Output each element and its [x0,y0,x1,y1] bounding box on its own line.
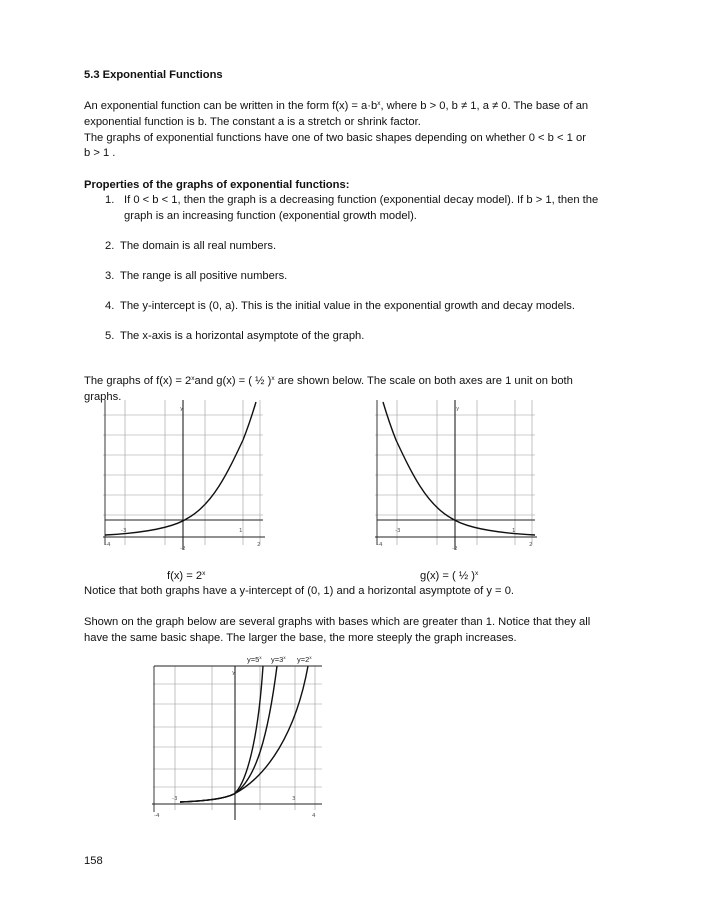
graph-g-tick-neg4: -4 [377,542,383,548]
property-5-text: The x-axis is a horizontal asymptote of the graph. [120,330,365,342]
graph-f-growth [103,400,265,555]
intro-line-2: exponential function is b. The constant a is a stretch or shrink factor. [84,116,421,128]
graph-f-tick-neg3: -3 [121,528,127,534]
graph-g-tick-1: 1 [512,528,516,534]
graph-f-tick-y: y [180,406,184,412]
graph-f-border [105,400,263,545]
graph-f-tick-neg4: -4 [105,542,111,548]
graph-f-tick-neg2: -2 [180,546,186,552]
graph-g-tick-2: 2 [529,542,533,548]
graph-bases-tick-neg3: -3 [172,796,178,802]
intro-line-1: An exponential function can be written in the form $f(x) = a\cdot b^x$, where b > 0, b ≠ 1, a ≠ 0. The base of an [84,100,589,112]
graph-bases-tick-y: y [232,670,236,676]
intro-line-4: b > 1 . [84,147,116,159]
curve-base-3 [180,666,277,802]
caption-f: $f(x) = 2^x$ [167,570,206,582]
caption-g: g(x) = ( ½ )$^x$ [420,570,479,582]
property-4-number: 4. [105,300,115,312]
notice-text: Notice that both graphs have a y-intercept of (0, 1) and a horizontal asymptote of y = 0. [84,585,515,597]
property-3-number: 3. [105,270,115,282]
properties-title: Properties of the graphs of exponential functions: [84,179,350,191]
graph-f-tick-2: 2 [257,542,261,548]
graph-g-decay [375,400,537,555]
curve-base-5 [180,666,263,802]
bases-text-line-2: have the same basic shape. The larger the base, the more steeply the graph increases. [84,632,517,644]
property-2-text: The domain is all real numbers. [120,240,277,252]
graph-bases-tick-neg4: -4 [154,813,160,819]
property-2-number: 2. [105,240,115,252]
bases-text-line-1: Shown on the graph below are several graphs with bases which are greater than 1. Notice that they all [84,616,591,628]
property-5-number: 5. [105,330,115,342]
intro-line-3: The graphs of exponential functions have one of two basic shapes depending on whether 0 < b < 1 or [84,132,586,144]
graph-bases-tick-3: 3 [292,796,296,802]
label-base-3: $y=3^x$ [271,655,286,664]
label-base-5: $y=5^x$ [247,655,262,664]
graphs-intro-line-1: The graphs of $f(x) = 2^xand$ g(x) = ( ½ )$^x$ are shown below. The scale on both axes are 1 unit on both [84,375,573,387]
property-1-number: 1. [105,194,115,206]
graph-bases-gridlines [153,666,322,810]
curve-base-2 [180,666,308,802]
graph-bases-tick-4: 4 [312,813,316,819]
graph-g-tick-neg2: -2 [452,546,458,552]
graph-g-tick-neg3: -3 [395,528,401,534]
graph-g-tick-y: y [456,406,460,412]
section-heading: 5.3 Exponential Functions [84,69,223,81]
label-base-2: $y=2^x$ [297,655,312,664]
property-3-text: The range is all positive numbers. [120,270,288,282]
property-4-text: The y-intercept is (0, a). This is the initial value in the exponential growth and decay models. [120,300,575,312]
graph-bases-axes [152,666,322,820]
page-number: 158 [84,855,103,867]
graphs-intro-line-2: graphs. [84,391,122,403]
graph-g-border [377,400,535,545]
property-1-text: If 0 < b < 1, then the graph is a decreasing function (exponential decay model). If b > 1, then the [124,194,599,206]
graph-f-tick-1: 1 [239,528,243,534]
property-1-text-cont: graph is an increasing function (exponential growth model). [124,210,417,222]
graph-multiple-bases [150,652,325,824]
